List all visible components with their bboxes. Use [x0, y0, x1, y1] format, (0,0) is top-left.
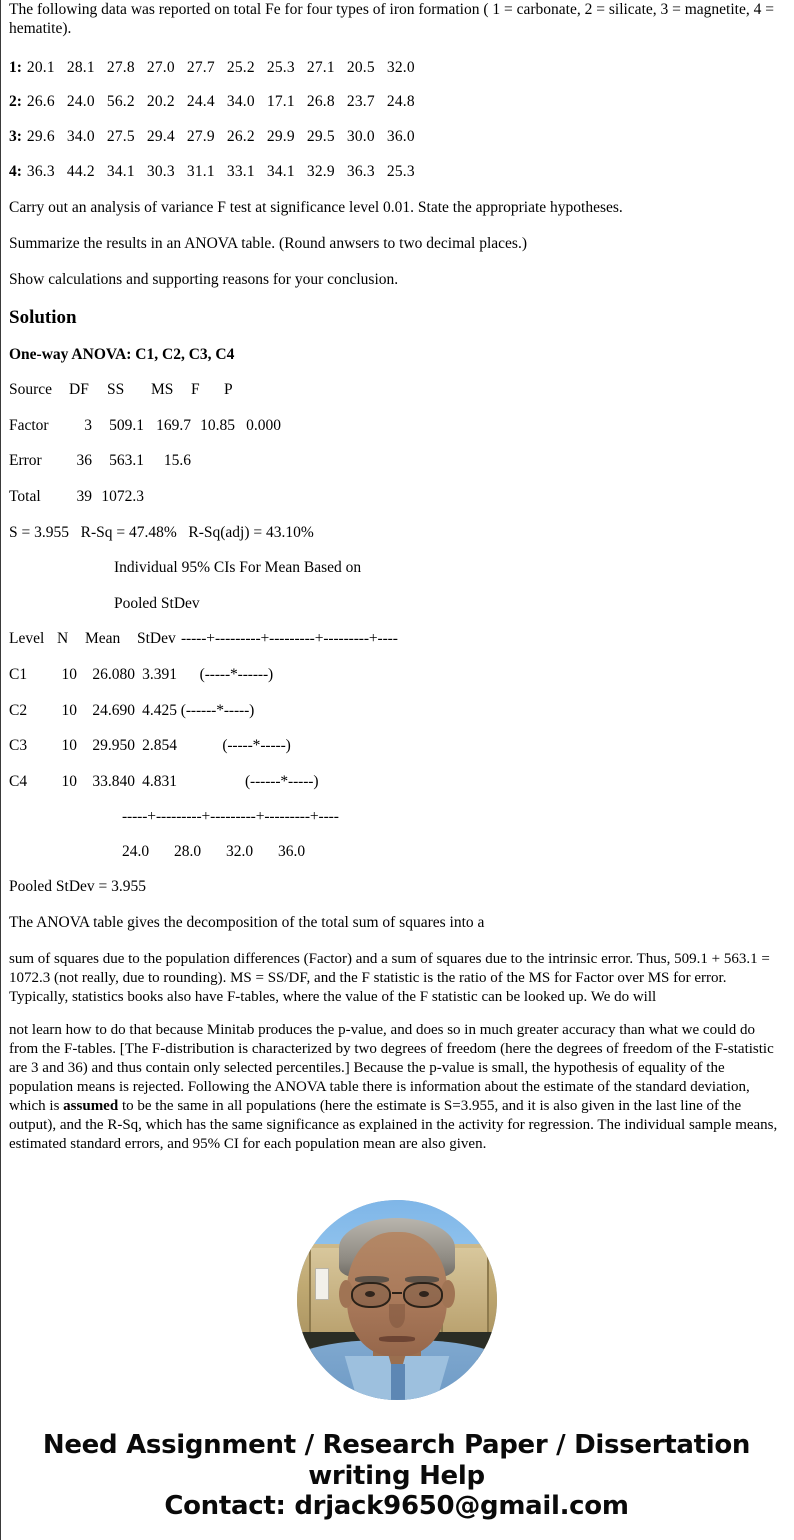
data-cell: 28.1 [66, 58, 95, 76]
data-table [9, 59, 784, 181]
footer-contact: Contact: drjack9650@gmail.com [164, 1491, 629, 1522]
row-label: 1: [9, 58, 22, 76]
header-ss: SS [107, 381, 125, 399]
explanation-lead: The ANOVA table gives the decomposition of the total sum of squares into a [9, 913, 485, 931]
ci-header-ruler: -----+---------+---------+---------+---- [181, 630, 398, 648]
ci-axis-ruler: -----+---------+---------+---------+---- [122, 808, 339, 826]
ci-n: 10 [61, 701, 77, 719]
data-cell: 25.2 [226, 58, 255, 76]
table-row [9, 93, 784, 112]
data-cell: 56.2 [106, 93, 135, 111]
ci-row-c3 [9, 737, 784, 756]
row-label: 3: [9, 127, 22, 145]
ci-row-c4 [9, 773, 784, 792]
ci-axis-ticks [9, 843, 784, 861]
explanation-block-1: sum of squares due to the population differences (Factor) and a sum of squares due to the intrinsic error. Thus, 509.1 + 563.1 = 1072.3 (not really, due to rounding). MS = SS/DF, and the F statistic is the ratio of the MS for Factor over MS for error. Typically, statistics books also have F-tables, where the value of the F statistic can be looked up. We do will [9, 950, 770, 1005]
cell-p: 0.000 [246, 416, 281, 434]
data-cell: 32.9 [306, 162, 335, 180]
photo-mouth [379, 1336, 415, 1341]
anova-row-error [9, 452, 784, 471]
ci-interval-bar: (------*-----) [244, 772, 319, 790]
axis-tick: 32.0 [226, 843, 254, 861]
cell-source: Error [9, 452, 42, 470]
data-cell: 27.7 [186, 58, 215, 76]
ci-caption-line-2: Pooled StDev [114, 594, 200, 612]
cell-ss: 1072.3 [101, 488, 144, 506]
header-f: F [191, 381, 200, 399]
ci-interval-bar: (------*-----) [180, 701, 255, 719]
ci-pad [177, 773, 245, 792]
photo-nose [389, 1304, 405, 1328]
ci-n: 10 [61, 665, 77, 683]
data-cell: 26.6 [26, 93, 55, 111]
data-cell: 34.1 [266, 162, 295, 180]
ci-pad [177, 737, 222, 756]
data-cell: 23.7 [346, 93, 375, 111]
data-cell: 27.1 [306, 58, 335, 76]
cell-df: 36 [76, 452, 92, 470]
ci-caption-line-1: Individual 95% CIs For Mean Based on [114, 559, 362, 577]
axis-tick: 36.0 [278, 843, 306, 861]
ci-header-n: N [57, 630, 69, 648]
pooled-stdev-line: Pooled StDev = 3.955 [9, 878, 147, 896]
photo-ear-right [441, 1280, 455, 1308]
row-label: 2: [9, 93, 22, 111]
ci-row-c1 [9, 666, 784, 685]
ci-mean: 29.950 [92, 737, 135, 755]
data-cell: 27.5 [106, 127, 135, 145]
data-cell: 26.2 [226, 127, 255, 145]
header-df: DF [69, 381, 89, 399]
data-cell: 30.0 [346, 127, 375, 145]
data-cell: 29.4 [146, 127, 175, 145]
data-cell: 36.3 [346, 162, 375, 180]
data-cell: 17.1 [266, 93, 295, 111]
data-cell: 36.3 [26, 162, 55, 180]
ci-pad [177, 666, 200, 685]
ci-header-stdev: StDev [137, 630, 176, 648]
row-values [27, 163, 427, 180]
row-values [27, 59, 427, 76]
document-content [1, 0, 794, 1540]
table-row [9, 163, 784, 182]
data-cell: 33.1 [226, 162, 255, 180]
ci-mean: 24.690 [92, 701, 135, 719]
cell-ms: 169.7 [156, 416, 191, 434]
data-cell: 29.9 [266, 127, 295, 145]
cell-f: 10.85 [200, 416, 235, 434]
explanation-bold-assumed: assumed [63, 1098, 119, 1115]
ci-header-level: Level [9, 630, 45, 648]
question-2: Summarize the results in an ANOVA table. (Round anwsers to two decimal places.) [9, 235, 527, 253]
data-cell: 24.4 [186, 93, 215, 111]
footer-line-2: writing Help [308, 1460, 485, 1491]
ci-level: C3 [9, 737, 28, 755]
footer-line-1: Need Assignment / Research Paper / Dissertation [42, 1430, 751, 1461]
anova-row-total [9, 488, 784, 507]
ci-stdev: 2.854 [142, 737, 177, 755]
data-cell: 27.9 [186, 127, 215, 145]
photo-wall-switch [315, 1268, 329, 1300]
ci-level: C2 [9, 701, 28, 719]
data-cell: 24.8 [386, 93, 415, 111]
ci-n: 10 [61, 772, 77, 790]
ci-stdev: 4.831 [142, 772, 177, 790]
ci-header-mean: Mean [85, 630, 121, 648]
cell-df: 3 [84, 416, 92, 434]
data-cell: 27.8 [106, 58, 135, 76]
cell-ss: 509.1 [109, 416, 144, 434]
axis-tick: 28.0 [174, 843, 202, 861]
avatar [297, 1200, 497, 1400]
data-cell: 27.0 [146, 58, 175, 76]
data-cell: 29.6 [26, 127, 55, 145]
ci-n: 10 [61, 737, 77, 755]
cell-ms: 15.6 [163, 452, 191, 470]
ci-stdev: 3.391 [142, 665, 177, 683]
photo-shirt-placket [391, 1364, 405, 1400]
explanation-post: to be the same in all populations (here the estimate is S=3.955, and it is also given in the last line of the output), and the R-Sq, which has the same significance as explained in the activity for regression. The individual sample means, estimated standard errors, and 95% CI for each population mean are also given. [9, 1098, 778, 1153]
data-cell: 20.1 [26, 58, 55, 76]
data-cell: 24.0 [66, 93, 95, 111]
data-cell: 36.0 [386, 127, 415, 145]
row-label: 4: [9, 162, 22, 180]
table-row [9, 59, 784, 78]
anova-header-row [9, 381, 784, 400]
header-source: Source [9, 381, 53, 399]
ci-table [9, 630, 784, 791]
ci-mean: 33.840 [92, 772, 135, 790]
photo-glasses-bridge [392, 1292, 402, 1294]
cell-df: 39 [76, 488, 92, 506]
anova-row-factor [9, 417, 784, 436]
question-1: Carry out an analysis of variance F test at significance level 0.01. State the appropriate hypotheses. [9, 199, 623, 217]
data-cell: 30.3 [146, 162, 175, 180]
data-cell: 34.0 [66, 127, 95, 145]
ci-interval-bar: (-----*-----) [222, 737, 291, 755]
table-row [9, 128, 784, 147]
data-cell: 25.3 [266, 58, 295, 76]
anova-title: One-way ANOVA: C1, C2, C3, C4 [9, 345, 235, 363]
question-3: Show calculations and supporting reasons for your conclusion. [9, 270, 399, 288]
data-cell: 29.5 [306, 127, 335, 145]
data-cell: 25.3 [386, 162, 415, 180]
solution-heading: Solution [9, 306, 77, 328]
explanation-block-2 [9, 1021, 784, 1154]
ci-header-row [9, 630, 784, 649]
explanation-pre: not learn how to do that because Minitab produces the p-value, and does so in much greater accuracy than what we could do from the F-tables. [The F-distribution is characterized by two degrees of freedom (here the degrees of freedom of the F-statistic are 3 and 36) and thus contain only selected percentiles.] Because the p-value is small, the hypothesis of equality of the population means is rejected. Following the ANOVA table there is information about the estimate of the standard deviation, which is [9, 1022, 774, 1115]
row-values [27, 128, 427, 145]
header-p: P [224, 381, 233, 399]
footer-advert [9, 1430, 784, 1539]
ci-level: C4 [9, 772, 28, 790]
fit-statistics-line: S = 3.955 R-Sq = 47.48% R-Sq(adj) = 43.10% [9, 523, 314, 541]
intro-paragraph: The following data was reported on total Fe for four types of iron formation ( 1 = carbonate, 2 = silicate, 3 = magnetite, 4 = hematite). [9, 1, 774, 38]
data-cell: 32.0 [386, 58, 415, 76]
portrait-container [9, 1200, 784, 1400]
cell-ss: 563.1 [109, 452, 144, 470]
ci-row-c2 [9, 702, 784, 721]
data-cell: 31.1 [186, 162, 215, 180]
data-cell: 34.1 [106, 162, 135, 180]
cell-source: Total [9, 488, 41, 506]
ci-mean: 26.080 [92, 665, 135, 683]
row-values [27, 93, 427, 110]
ci-level: C1 [9, 665, 28, 683]
ci-interval-bar: (-----*------) [199, 665, 274, 683]
data-cell: 20.2 [146, 93, 175, 111]
cell-source: Factor [9, 416, 49, 434]
data-cell: 44.2 [66, 162, 95, 180]
header-ms: MS [151, 381, 174, 399]
data-cell: 20.5 [346, 58, 375, 76]
data-cell: 34.0 [226, 93, 255, 111]
ci-stdev: 4.425 [142, 701, 177, 719]
axis-tick: 24.0 [122, 843, 150, 861]
data-cell: 26.8 [306, 93, 335, 111]
